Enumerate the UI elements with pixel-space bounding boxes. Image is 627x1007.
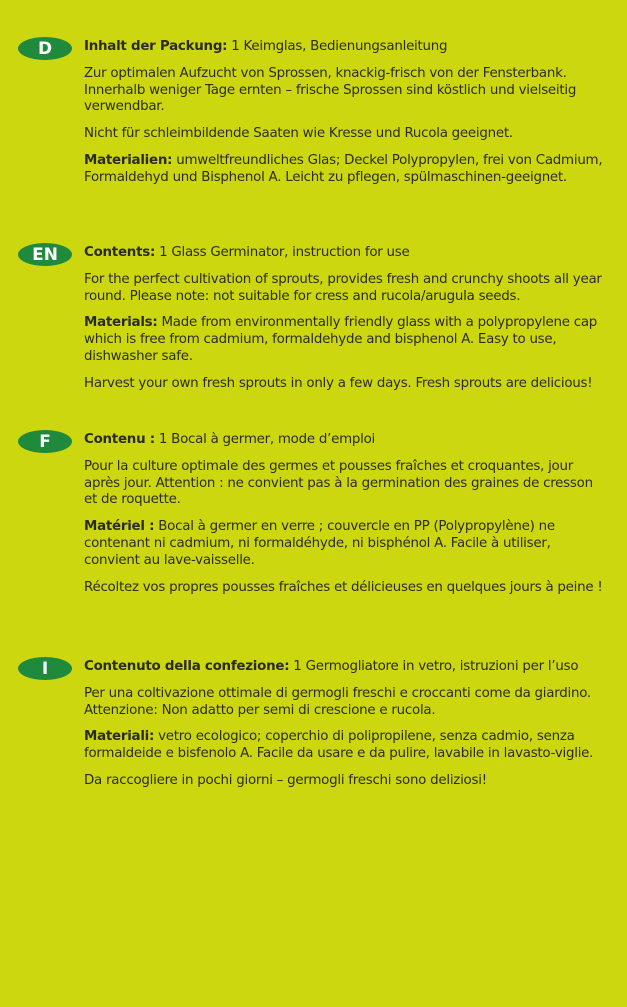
section-de-content [84,37,604,187]
paragraph-text: Pour la culture optimale des germes et pousses fraîches et croquantes, jour après jour. Attention : ne convient pas à la germination des graines de cresson et de roquette. [84,458,593,508]
paragraph [84,657,604,676]
section-it-content [84,657,604,790]
paragraph [84,153,604,187]
section-de [18,37,618,197]
paragraph-text: umweltfreundliches Glas; Deckel Polypropylen, frei von Cadmium, Formaldehyd und Bisphenol A. Leicht zu pflegen, spülmaschinen-geeignet. [84,152,603,185]
paragraph-text: Récoltez vos propres pousses fraîches et délicieuses en quelques jours à peine ! [84,579,603,595]
paragraph-label: Materiali: [84,729,155,745]
language-badge-fr: F [18,430,72,453]
section-it [18,657,618,800]
paragraph [84,243,604,262]
language-badge-en: EN [18,243,72,266]
section-en-content [84,243,604,393]
paragraph [84,37,604,56]
paragraph-label: Materialien: [84,152,173,168]
paragraph-text: Nicht für schleimbildende Saaten wie Kresse und Rucola geeignet. [84,126,513,142]
paragraph-label: Inhalt der Packung: [84,39,228,54]
paragraph-text: Per una coltivazione ottimale di germogli freschi e croccanti come da giardino. Attenzione: Non adatto per semi di crescione e rucola. [84,685,591,718]
paragraph-text: Zur optimalen Aufzucht von Sprossen, knackig-frisch von der Fensterbank. Innerhalb weniger Tage ernten – frische Sprossen sind köstlich und vielseitig verwendbar. [84,65,577,115]
paragraph-text: Da raccogliere in pochi giorni – germogli freschi sono deliziosi! [84,772,487,788]
paragraph [84,315,604,365]
paragraph-text: For the perfect cultivation of sprouts, provides fresh and crunchy shoots all year round. Please note: not suitable for cress and rucola/arugula seeds. [84,271,602,304]
paragraph [84,459,604,509]
paragraph-text: 1 Glass Germinator, instruction for use [155,245,410,260]
paragraph-text: 1 Bocal à germer, mode d’emploi [154,432,376,447]
paragraph-label: Contenu : [84,432,155,447]
section-fr-content [84,430,604,596]
section-en [18,243,618,403]
paragraph [84,686,604,720]
paragraph [84,519,604,569]
section-fr [18,430,618,606]
paragraph [84,729,604,763]
language-badge-de: D [18,37,72,60]
paragraph-text: Bocal à germer en verre ; couvercle en PP (Polypropylène) ne contenant ni cadmium, ni formaldéhyde, ni bisphénol A. Facile à utiliser, convient au lave-vaisselle. [84,519,555,568]
paragraph [84,580,604,597]
paragraph-text: vetro ecologico; coperchio di polipropilene, senza cadmio, senza formaldeide e bisfenolo A. Facile da usare e da pulire, lavabile in lavasto-viglie. [84,729,594,762]
language-badge-it: I [18,657,72,680]
paragraph [84,126,604,143]
paragraph [84,430,604,449]
paragraph-label: Contents: [84,245,156,260]
paragraph [84,66,604,116]
paragraph-label: Matériel : [84,519,155,535]
paragraph-text: 1 Germogliatore in vetro, istruzioni per l’uso [289,659,579,674]
paragraph [84,773,604,790]
paragraph-label: Materials: [84,315,158,331]
paragraph [84,272,604,306]
paragraph [84,376,604,393]
paragraph-text: Harvest your own fresh sprouts in only a few days. Fresh sprouts are delicious! [84,375,593,391]
paragraph-label: Contenuto della confezione: [84,659,290,674]
paragraph-text: 1 Keimglas, Bedienungsanleitung [227,39,448,54]
paragraph-text: Made from environmentally friendly glass with a polypropylene cap which is free from cadmium, formaldehyde and bisphenol A. Easy to use, dishwasher safe. [84,315,598,364]
